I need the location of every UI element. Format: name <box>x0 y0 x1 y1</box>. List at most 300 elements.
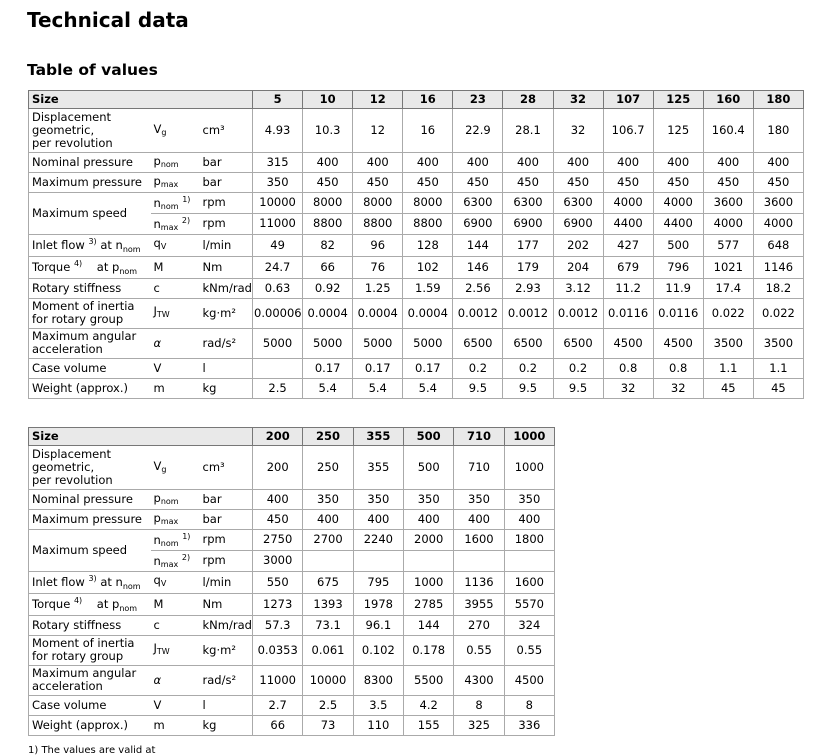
value-cell: 350 <box>353 490 403 510</box>
value-cell: 1.1 <box>703 358 753 378</box>
value-cell: 16 <box>403 109 453 153</box>
value-cell: 1000 <box>504 446 554 490</box>
row-symbol: $n_{nom}$ $^{1)}$ <box>151 193 200 214</box>
value-cell: 679 <box>603 256 653 278</box>
value-cell: 0.63 <box>253 278 303 298</box>
row-label: Case volume <box>29 358 151 378</box>
table-row <box>29 193 804 214</box>
table-row <box>29 328 804 358</box>
value-cell: 4400 <box>603 213 653 234</box>
value-cell: 32 <box>603 378 653 398</box>
value-cell: 3.5 <box>353 695 403 715</box>
table-row <box>29 153 804 173</box>
value-cell: 2750 <box>253 530 303 551</box>
value-cell: 106.7 <box>603 109 653 153</box>
row-label: Weight (approx.) <box>29 378 151 398</box>
row-symbol: M <box>151 593 200 615</box>
value-cell: 4300 <box>454 665 504 695</box>
value-cell: 3.12 <box>553 278 603 298</box>
value-cell: 3000 <box>253 550 303 571</box>
row-unit: kNm/rad <box>200 278 253 298</box>
value-cell: 5.4 <box>353 378 403 398</box>
value-cell: 710 <box>454 446 504 490</box>
value-cell: 5000 <box>303 328 353 358</box>
value-cell: 0.2 <box>553 358 603 378</box>
value-cell: 400 <box>453 153 503 173</box>
value-cell: 49 <box>253 234 303 256</box>
value-cell: 66 <box>303 256 353 278</box>
value-cell: 12 <box>353 109 403 153</box>
row-unit: l/min <box>200 571 253 593</box>
value-cell: 82 <box>303 234 353 256</box>
value-cell: 8000 <box>303 193 353 214</box>
value-cell: 270 <box>454 615 504 635</box>
value-cell: 0.17 <box>303 358 353 378</box>
table-row <box>29 635 555 665</box>
value-cell: 4000 <box>703 213 753 234</box>
row-symbol: $p_{nom}$ <box>151 153 200 173</box>
row-label: Weight (approx.) <box>29 715 151 735</box>
row-unit: Nm <box>200 593 253 615</box>
row-symbol: c <box>151 615 200 635</box>
value-cell: 2000 <box>404 530 454 551</box>
value-cell: 2785 <box>404 593 454 615</box>
value-cell: 2240 <box>353 530 403 551</box>
value-cell: 8000 <box>353 193 403 214</box>
size-column-header: 12 <box>353 91 403 109</box>
value-cell <box>353 550 403 571</box>
row-label: Case volume <box>29 695 151 715</box>
size-column-header: 23 <box>453 91 503 109</box>
row-symbol: $V_g$ <box>151 446 200 490</box>
value-cell: 11.2 <box>603 278 653 298</box>
size-column-header: 710 <box>454 428 504 446</box>
value-cell: 1273 <box>253 593 303 615</box>
table-row <box>29 298 804 328</box>
value-cell: 400 <box>303 153 353 173</box>
table-row <box>29 173 804 193</box>
value-cell: 1600 <box>504 571 554 593</box>
table-row <box>29 109 804 153</box>
row-unit: cm³ <box>200 109 253 153</box>
row-symbol: $q_V$ <box>151 571 200 593</box>
row-symbol: $p_{max}$ <box>151 510 200 530</box>
row-symbol: $J_{TW}$ <box>151 635 200 665</box>
value-cell: 66 <box>253 715 303 735</box>
row-label: Torque $^{4)}$ at $p_{nom}$ <box>29 256 151 278</box>
row-unit: rad/s² <box>200 665 253 695</box>
size-column-header: 180 <box>753 91 803 109</box>
table-row <box>29 571 555 593</box>
size-column-header: 500 <box>404 428 454 446</box>
row-unit: l <box>200 695 253 715</box>
value-cell: 400 <box>753 153 803 173</box>
value-cell: 3600 <box>753 193 803 214</box>
row-symbol: m <box>151 378 200 398</box>
value-cell: 0.92 <box>303 278 353 298</box>
value-cell: 146 <box>453 256 503 278</box>
table-row <box>29 715 555 735</box>
value-cell: 4.93 <box>253 109 303 153</box>
value-cell: 180 <box>753 109 803 153</box>
value-cell: 22.9 <box>453 109 503 153</box>
value-cell: 0.0116 <box>603 298 653 328</box>
table-row <box>29 278 804 298</box>
value-cell: 400 <box>353 510 403 530</box>
value-cell: 28.1 <box>503 109 553 153</box>
value-cell: 96.1 <box>353 615 403 635</box>
row-label: Rotary stiffness <box>29 278 151 298</box>
size-column-header: 32 <box>553 91 603 109</box>
value-cell: 450 <box>603 173 653 193</box>
value-cell: 350 <box>253 173 303 193</box>
value-cell: 336 <box>504 715 554 735</box>
value-cell: 144 <box>404 615 454 635</box>
value-cell: 45 <box>703 378 753 398</box>
value-cell: 11.9 <box>653 278 703 298</box>
row-unit: rpm <box>200 213 253 234</box>
row-unit: kg·m² <box>200 298 253 328</box>
value-cell: 0.178 <box>404 635 454 665</box>
row-label: Moment of inertia for rotary group <box>29 635 151 665</box>
value-cell: 550 <box>253 571 303 593</box>
value-cell: 450 <box>453 173 503 193</box>
value-cell: 202 <box>553 234 603 256</box>
value-cell: 5500 <box>404 665 454 695</box>
size-column-header: 160 <box>703 91 753 109</box>
value-cell: 450 <box>703 173 753 193</box>
table-row <box>29 378 804 398</box>
value-cell: 0.0004 <box>403 298 453 328</box>
row-unit: bar <box>200 153 253 173</box>
value-cell: 5000 <box>353 328 403 358</box>
table-row <box>29 615 555 635</box>
row-unit: Nm <box>200 256 253 278</box>
row-unit: rpm <box>200 193 253 214</box>
value-cell: 1978 <box>353 593 403 615</box>
value-cell: 2700 <box>303 530 353 551</box>
value-cell: 96 <box>353 234 403 256</box>
row-symbol: c <box>151 278 200 298</box>
value-cell: 2.7 <box>253 695 303 715</box>
value-cell: 57.3 <box>253 615 303 635</box>
table-row <box>29 446 555 490</box>
value-cell: 179 <box>503 256 553 278</box>
value-cell: 18.2 <box>753 278 803 298</box>
value-cell: 8 <box>454 695 504 715</box>
size-column-header: 10 <box>303 91 353 109</box>
value-cell: 144 <box>453 234 503 256</box>
value-cell: 128 <box>403 234 453 256</box>
table-row <box>29 510 555 530</box>
value-cell: 400 <box>403 153 453 173</box>
value-cell <box>303 550 353 571</box>
value-cell: 200 <box>253 446 303 490</box>
value-cell: 11000 <box>253 665 303 695</box>
table-row <box>29 665 555 695</box>
value-cell: 6300 <box>503 193 553 214</box>
value-cell: 3600 <box>703 193 753 214</box>
value-cell: 2.93 <box>503 278 553 298</box>
value-cell: 8300 <box>353 665 403 695</box>
table-row <box>29 256 804 278</box>
row-label: Moment of inertia for rotary group <box>29 298 151 328</box>
value-cell: 6900 <box>453 213 503 234</box>
value-cell: 10000 <box>253 193 303 214</box>
value-cell: 8800 <box>403 213 453 234</box>
value-cell: 6500 <box>503 328 553 358</box>
size-header: Size <box>29 91 253 109</box>
row-label: Maximum angular acceleration <box>29 328 151 358</box>
row-label: Inlet flow $^{3)}$ at $n_{nom}$ <box>29 571 151 593</box>
value-cell: 6900 <box>553 213 603 234</box>
value-cell: 5000 <box>253 328 303 358</box>
value-cell: 400 <box>503 153 553 173</box>
row-symbol: $p_{max}$ <box>151 173 200 193</box>
value-cell: 0.022 <box>703 298 753 328</box>
value-cell: 796 <box>653 256 703 278</box>
value-cell: 3500 <box>753 328 803 358</box>
value-cell <box>253 358 303 378</box>
value-cell: 0.2 <box>453 358 503 378</box>
table-row <box>29 695 555 715</box>
value-cell: 400 <box>253 490 303 510</box>
row-unit: rpm <box>200 550 253 571</box>
value-cell: 2.5 <box>253 378 303 398</box>
value-cell: 45 <box>753 378 803 398</box>
value-cell: 6500 <box>553 328 603 358</box>
value-cell: 0.0012 <box>553 298 603 328</box>
value-cell: 4000 <box>753 213 803 234</box>
value-cell: 8 <box>504 695 554 715</box>
value-cell: 0.0116 <box>653 298 703 328</box>
value-cell: 1.25 <box>353 278 403 298</box>
section-title: Table of values <box>27 61 158 79</box>
value-cell: 6300 <box>453 193 503 214</box>
values-table-2 <box>28 427 555 736</box>
value-cell: 102 <box>403 256 453 278</box>
row-symbol: m <box>151 715 200 735</box>
value-cell: 500 <box>404 446 454 490</box>
value-cell: 125 <box>653 109 703 153</box>
footnote: 1) The values are valid at <box>28 745 156 756</box>
row-label: Maximum speed <box>29 193 151 235</box>
value-cell: 0.8 <box>653 358 703 378</box>
value-cell: 0.8 <box>603 358 653 378</box>
value-cell: 0.0004 <box>303 298 353 328</box>
value-cell: 8000 <box>403 193 453 214</box>
row-label: Displacement geometric, per revolution <box>29 109 151 153</box>
row-unit: kg·m² <box>200 635 253 665</box>
value-cell: 400 <box>603 153 653 173</box>
size-column-header: 5 <box>253 91 303 109</box>
size-column-header: 125 <box>653 91 703 109</box>
value-cell: 1393 <box>303 593 353 615</box>
value-cell: 315 <box>253 153 303 173</box>
row-label: Rotary stiffness <box>29 615 151 635</box>
table-row <box>29 234 804 256</box>
row-label: Nominal pressure <box>29 153 151 173</box>
row-unit: bar <box>200 173 253 193</box>
value-cell: 350 <box>504 490 554 510</box>
value-cell: 8800 <box>353 213 403 234</box>
value-cell: 4.2 <box>404 695 454 715</box>
value-cell: 32 <box>653 378 703 398</box>
value-cell: 73.1 <box>303 615 353 635</box>
value-cell: 11000 <box>253 213 303 234</box>
value-cell: 155 <box>404 715 454 735</box>
value-cell: 4400 <box>653 213 703 234</box>
value-cell: 1.59 <box>403 278 453 298</box>
value-cell: 4500 <box>603 328 653 358</box>
value-cell: 32 <box>553 109 603 153</box>
row-unit: cm³ <box>200 446 253 490</box>
value-cell: 400 <box>653 153 703 173</box>
value-cell: 9.5 <box>503 378 553 398</box>
value-cell: 0.00006 <box>253 298 303 328</box>
row-label: Torque $^{4)}$ at $p_{nom}$ <box>29 593 151 615</box>
row-label: Displacement geometric, per revolution <box>29 446 151 490</box>
row-symbol: $V_g$ <box>151 109 200 153</box>
value-cell: 4000 <box>653 193 703 214</box>
value-cell: 400 <box>404 510 454 530</box>
value-cell: 400 <box>454 510 504 530</box>
values-table-1 <box>28 90 804 399</box>
value-cell: 5000 <box>403 328 453 358</box>
row-symbol: M <box>151 256 200 278</box>
row-unit: bar <box>200 490 253 510</box>
row-unit: rpm <box>200 530 253 551</box>
value-cell: 795 <box>353 571 403 593</box>
table-row <box>29 358 804 378</box>
value-cell: 450 <box>503 173 553 193</box>
value-cell: 4500 <box>504 665 554 695</box>
value-cell: 10.3 <box>303 109 353 153</box>
value-cell: 0.17 <box>353 358 403 378</box>
value-cell: 6500 <box>453 328 503 358</box>
value-cell: 24.7 <box>253 256 303 278</box>
value-cell: 73 <box>303 715 353 735</box>
value-cell: 177 <box>503 234 553 256</box>
value-cell: 0.061 <box>303 635 353 665</box>
value-cell: 1021 <box>703 256 753 278</box>
value-cell: 577 <box>703 234 753 256</box>
value-cell: 400 <box>553 153 603 173</box>
value-cell: 500 <box>653 234 703 256</box>
value-cell: 17.4 <box>703 278 753 298</box>
value-cell: 0.55 <box>504 635 554 665</box>
value-cell: 1600 <box>454 530 504 551</box>
value-cell: 9.5 <box>553 378 603 398</box>
value-cell: 0.2 <box>503 358 553 378</box>
value-cell: 350 <box>404 490 454 510</box>
value-cell: 0.0012 <box>503 298 553 328</box>
row-label: Maximum angular acceleration <box>29 665 151 695</box>
value-cell: 5.4 <box>303 378 353 398</box>
value-cell: 1136 <box>454 571 504 593</box>
value-cell <box>454 550 504 571</box>
size-header: Size <box>29 428 253 446</box>
row-symbol: $n_{max}$ $^{2)}$ <box>151 213 200 234</box>
value-cell: 160.4 <box>703 109 753 153</box>
value-cell: 8800 <box>303 213 353 234</box>
size-column-header: 1000 <box>504 428 554 446</box>
value-cell: 450 <box>553 173 603 193</box>
row-label: Nominal pressure <box>29 490 151 510</box>
value-cell: 0.0353 <box>253 635 303 665</box>
value-cell: 450 <box>253 510 303 530</box>
row-unit: bar <box>200 510 253 530</box>
value-cell: 355 <box>353 446 403 490</box>
value-cell <box>504 550 554 571</box>
size-column-header: 107 <box>603 91 653 109</box>
row-symbol: α <box>151 665 200 695</box>
size-column-header: 250 <box>303 428 353 446</box>
value-cell: 1000 <box>404 571 454 593</box>
value-cell: 325 <box>454 715 504 735</box>
row-label: Maximum speed <box>29 530 151 572</box>
row-unit: kg <box>200 715 253 735</box>
value-cell: 350 <box>454 490 504 510</box>
value-cell: 110 <box>353 715 403 735</box>
table-row <box>29 593 555 615</box>
row-unit: rad/s² <box>200 328 253 358</box>
row-symbol: V <box>151 358 200 378</box>
value-cell: 250 <box>303 446 353 490</box>
value-cell: 76 <box>353 256 403 278</box>
row-symbol: $q_V$ <box>151 234 200 256</box>
row-label: Inlet flow $^{3)}$ at $n_{nom}$ <box>29 234 151 256</box>
row-symbol: $J_{TW}$ <box>151 298 200 328</box>
row-unit: kg <box>200 378 253 398</box>
value-cell: 2.56 <box>453 278 503 298</box>
value-cell: 0.55 <box>454 635 504 665</box>
value-cell: 3500 <box>703 328 753 358</box>
value-cell: 4000 <box>603 193 653 214</box>
value-cell: 1.1 <box>753 358 803 378</box>
size-column-header: 28 <box>503 91 553 109</box>
value-cell: 450 <box>403 173 453 193</box>
size-column-header: 355 <box>353 428 403 446</box>
row-label: Maximum pressure <box>29 173 151 193</box>
value-cell: 427 <box>603 234 653 256</box>
row-symbol: α <box>151 328 200 358</box>
table-row <box>29 490 555 510</box>
value-cell: 4500 <box>653 328 703 358</box>
value-cell: 0.022 <box>753 298 803 328</box>
value-cell: 0.17 <box>403 358 453 378</box>
value-cell: 648 <box>753 234 803 256</box>
value-cell: 0.102 <box>353 635 403 665</box>
value-cell: 0.0004 <box>353 298 403 328</box>
value-cell: 400 <box>353 153 403 173</box>
row-symbol: $n_{nom}$ $^{1)}$ <box>151 530 200 551</box>
value-cell: 204 <box>553 256 603 278</box>
value-cell: 6300 <box>553 193 603 214</box>
size-column-header: 200 <box>253 428 303 446</box>
value-cell: 450 <box>353 173 403 193</box>
value-cell: 1800 <box>504 530 554 551</box>
value-cell: 450 <box>653 173 703 193</box>
value-cell: 2.5 <box>303 695 353 715</box>
row-symbol: $n_{max}$ $^{2)}$ <box>151 550 200 571</box>
value-cell: 400 <box>504 510 554 530</box>
value-cell: 3955 <box>454 593 504 615</box>
value-cell: 0.0012 <box>453 298 503 328</box>
value-cell <box>404 550 454 571</box>
value-cell: 1146 <box>753 256 803 278</box>
row-unit: l <box>200 358 253 378</box>
